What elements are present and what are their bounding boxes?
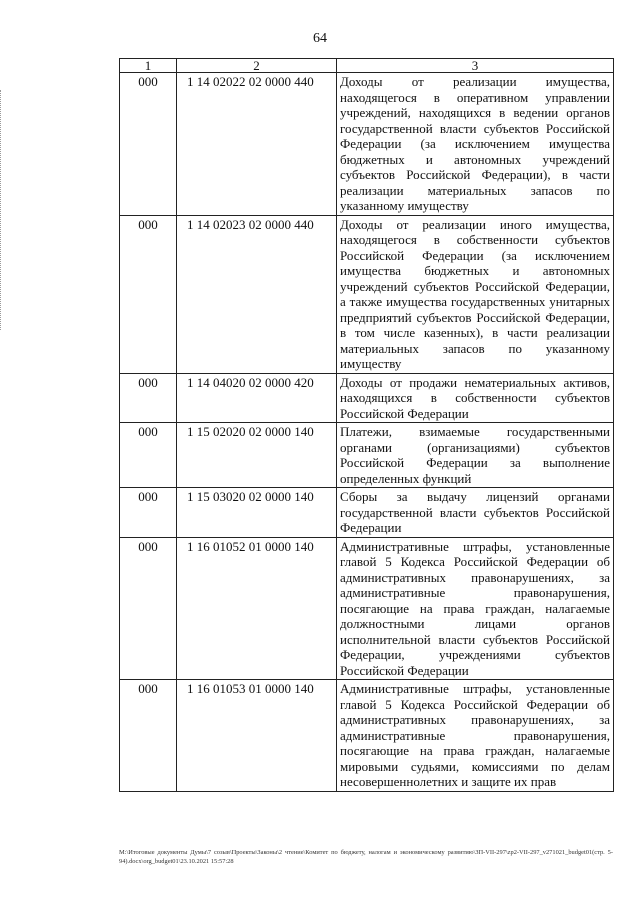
- revenue-description-cell: Сборы за выдачу лицензий органами государственной власти субъектов Российской Федерации: [337, 488, 614, 538]
- table-row: [120, 73, 614, 216]
- revenue-description-cell: Доходы от продажи нематериальных активов, находящихся в собственности субъектов Российской Федерации: [337, 373, 614, 423]
- table-row: [120, 423, 614, 488]
- table-row: [120, 537, 614, 680]
- table-row: [120, 373, 614, 423]
- admin-code-cell: 000: [120, 423, 177, 488]
- page-number: 64: [313, 31, 327, 46]
- admin-code-cell: 000: [120, 73, 177, 216]
- admin-code-cell: 000: [120, 373, 177, 423]
- admin-code-cell: 000: [120, 488, 177, 538]
- table-header-row: [120, 59, 614, 73]
- admin-code-cell: 000: [120, 215, 177, 373]
- admin-code-cell: 000: [120, 537, 177, 680]
- table-row: [120, 488, 614, 538]
- table-row: [120, 680, 614, 792]
- header-col-3: 3: [337, 59, 614, 73]
- revenue-code-cell: 1 14 04020 02 0000 420: [177, 373, 337, 423]
- header-col-1: 1: [120, 59, 177, 73]
- revenue-description-cell: Доходы от реализации имущества, находящегося в оперативном управлении учреждений, находящихся в ведении органов государственной власти субъектов Российской Федерации (за исключением имущества бюджетных и автономных учреждений субъектов Российской Федерации), в части реализации материальных запасов по указанному имуществу: [337, 73, 614, 216]
- revenue-description-cell: Доходы от реализации иного имущества, находящегося в собственности субъектов Российской Федерации (за исключением имущества бюджетных и автономных учреждений субъектов Российской Федерации, а также имущества государственных унитарных предприятий субъектов Российской Федерации, в том числе казенных), в части реализации материальных запасов по указанному имуществу: [337, 215, 614, 373]
- file-path-footer: М:\Итоговые документы Думы\7 созыв\Проекты\Законы\2 чтение\Комитет по бюджету, налогам и экономическому развитию\ЗП-VII-297\zp2-VII-297_v271021_budget01(стр. 5-94).docx\org_budget01\23.10.2021 15:57:28: [119, 849, 613, 865]
- revenue-code-cell: 1 14 02023 02 0000 440: [177, 215, 337, 373]
- table-row: [120, 215, 614, 373]
- revenue-codes-table: [119, 58, 614, 792]
- admin-code-cell: 000: [120, 680, 177, 792]
- header-col-2: 2: [177, 59, 337, 73]
- revenue-code-cell: 1 16 01053 01 0000 140: [177, 680, 337, 792]
- revenue-description-cell: Административные штрафы, установленные главой 5 Кодекса Российской Федерации об административных правонарушениях, за административные правонарушения, посягающие на права граждан, налагаемые должностными лицами органов исполнительной власти субъектов Российской Федерации, учреждениями субъектов Российской Федерации: [337, 537, 614, 680]
- margin-dotted-line: [0, 90, 5, 330]
- revenue-code-cell: 1 16 01052 01 0000 140: [177, 537, 337, 680]
- revenue-code-cell: 1 15 03020 02 0000 140: [177, 488, 337, 538]
- revenue-code-cell: 1 14 02022 02 0000 440: [177, 73, 337, 216]
- revenue-description-cell: Платежи, взимаемые государственными органами (организациями) субъектов Российской Федерации за выполнение определенных функций: [337, 423, 614, 488]
- revenue-description-cell: Административные штрафы, установленные главой 5 Кодекса Российской Федерации об административных правонарушениях, за административные правонарушения, посягающие на права граждан, налагаемые мировыми судьями, комиссиями по делам несовершеннолетних и защите их прав: [337, 680, 614, 792]
- revenue-code-cell: 1 15 02020 02 0000 140: [177, 423, 337, 488]
